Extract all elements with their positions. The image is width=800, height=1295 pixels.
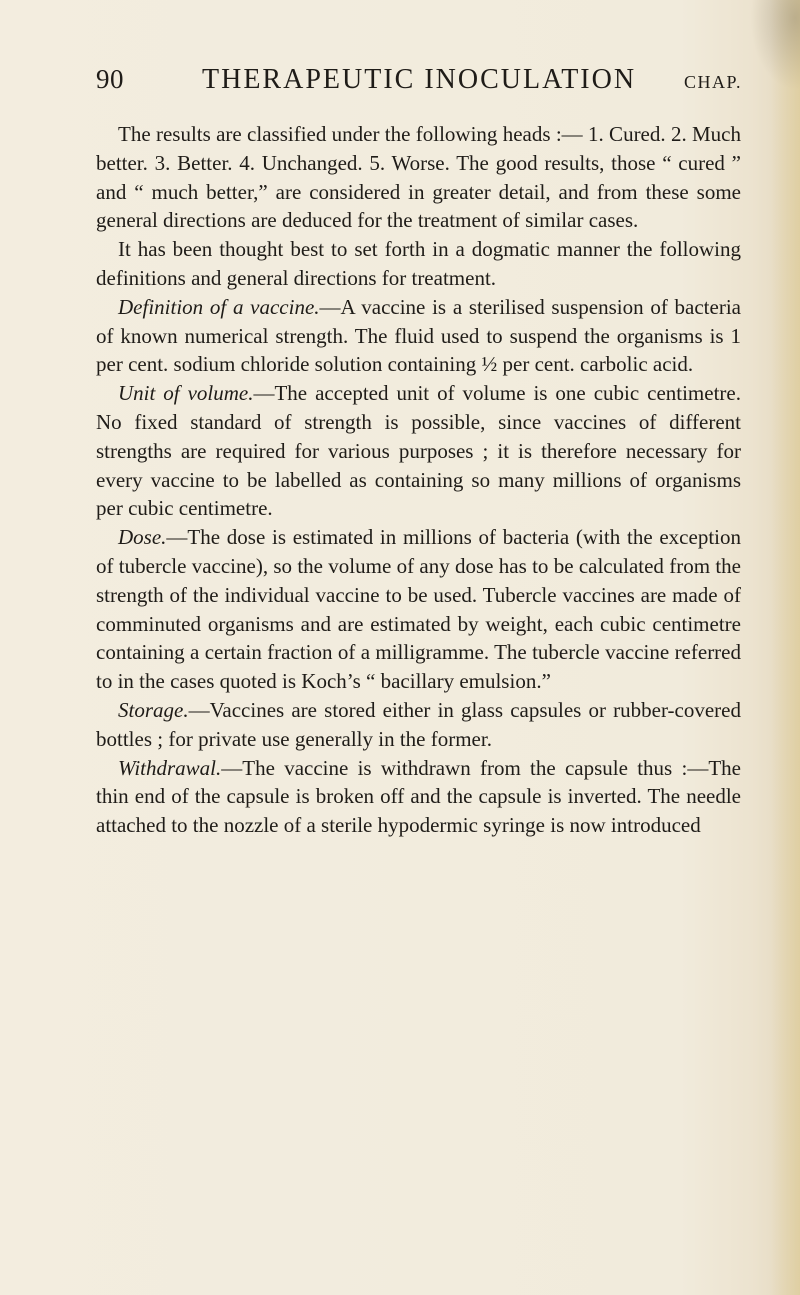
run-in-heading-dose: Dose. [118,525,167,550]
run-in-heading-withdrawal: Withdrawal. [118,755,222,780]
paragraph-text-dose: —The dose is estimated in millions of bacteria (with the exception of tubercle vaccine), so the volume of any dose has to be calculated from the strength of the individual vaccine to be used. Tubercle vaccines are made of comminuted organisms and are estimated by weight, each cubic centimetre containing a certain fraction of a milligramme. The tubercle vaccine referred to in the cases quoted is Koch’s “ bacillary emulsion.” [96,525,741,694]
paragraph-text-storage: —Vaccines are stored either in glass capsules or rubber-covered bottles ; for private use generally in the former. [96,697,741,751]
running-head [96,64,741,104]
paragraph-dogmatic-manner: It has been thought best to set forth in a dogmatic manner the following definitions and general directions for treatment. [96,237,741,290]
body-text [96,120,741,840]
run-in-heading-storage: Storage. [118,697,189,722]
paragraph-withdrawal [96,754,741,840]
page-edge-stain [770,0,800,1295]
paragraph-text-unit: —The accepted unit of volume is one cubic centimetre. No fixed standard of strength is possible, since vaccines of different strengths are required for various purposes ; it is therefore necessary for every vaccine to be labelled as containing so many millions of organisms per cubic centimetre. [96,381,741,521]
paragraph-dose [96,523,741,696]
paragraph-definition-of-vaccine [96,293,741,379]
run-in-heading-unit: Unit of volume. [118,381,254,406]
running-title: THERAPEUTIC INOCULATION [202,64,637,95]
run-in-heading-definition: Definition of a vaccine. [118,294,320,319]
chapter-label: CHAP. [684,72,743,92]
paragraph-text-withdrawal: —The vaccine is withdrawn from the capsule thus :—The thin end of the capsule is broken off and the capsule is inverted. The needle attached to the nozzle of a sterile hypodermic syringe is now introduced [96,755,741,838]
paragraph-storage [96,696,741,754]
page-number: 90 [96,64,124,94]
paragraph-unit-of-volume [96,379,741,523]
paragraph-result-classification: The results are classified under the following heads :— 1. Cured. 2. Much better. 3. Better. 4. Unchanged. 5. Worse. The good results, those “ cured ” and “ much better,” are considered in greater detail, and from these some general directions are deduced for the treatment of similar cases. [96,122,741,233]
paragraph-text-definition: —A vaccine is a sterilised suspension of bacteria of known numerical strength. The fluid used to suspend the organisms is 1 per cent. sodium chloride solution containing ½ per cent. carbolic acid. [96,294,741,377]
page-corner-shadow [750,0,800,90]
